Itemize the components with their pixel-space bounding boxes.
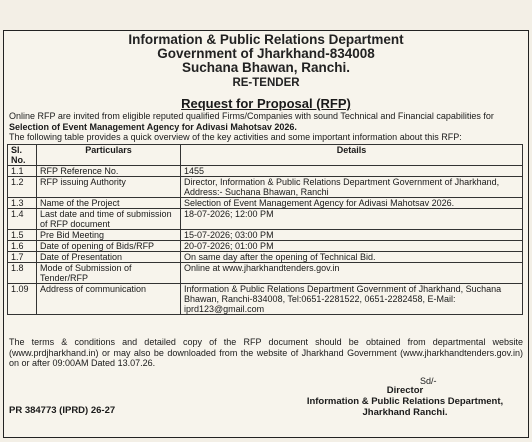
- row-sl: 1.3: [8, 198, 37, 209]
- table-header-row: [8, 145, 523, 166]
- row-particulars: Mode of Submission of Tender/RFP: [37, 263, 181, 284]
- table-row: [8, 252, 523, 263]
- table-row: [8, 241, 523, 252]
- table-row: [8, 284, 523, 315]
- row-details: 18-07-2026; 12:00 PM: [181, 209, 523, 230]
- row-details: Selection of Event Management Agency for Adivasi Mahotsav 2026.: [181, 198, 523, 209]
- rfp-title: Request for Proposal (RFP): [181, 96, 351, 111]
- row-sl: 1.2: [8, 177, 37, 198]
- intro-table-note: The following table provides a quick overview of the key activities and some important information about this RFP:: [9, 132, 462, 142]
- terms-paragraph: The terms & conditions and detailed copy of the RFP document should be obtained from departmental website (www.prdjharkhand.in) or may also be downloaded from the website of Jharkhand Government (www.jharkhandtenders.gov.in) on or after 09:00AM Dated 13.07.26.: [9, 337, 523, 368]
- project-name-bold: Selection of Event Management Agency for Adivasi Mahotsav 2026.: [9, 121, 297, 132]
- row-sl: 1.6: [8, 241, 37, 252]
- table-row: [8, 198, 523, 209]
- row-sl: 1.09: [8, 284, 37, 315]
- signatory-title: Director: [386, 385, 424, 396]
- row-particulars: Name of the Project: [37, 198, 181, 209]
- row-sl: 1.1: [8, 166, 37, 177]
- row-sl: 1.5: [8, 230, 37, 241]
- row-details: 20-07-2026; 01:00 PM: [181, 241, 523, 252]
- row-sl: 1.7: [8, 252, 37, 263]
- table-row: [8, 230, 523, 241]
- row-details: Director, Information & Public Relations Department Government of Jharkhand, Address:- Suchana Bhawan, Ranchi: [181, 177, 523, 198]
- row-particulars: Pre Bid Meeting: [37, 230, 181, 241]
- row-details: Information & Public Relations Department Government of Jharkhand, Suchana Bhawan, Ranchi-834008, Tel:0651-2281522, 0651-2282458, E-Mail: iprd123@gmail.com: [181, 284, 523, 315]
- table-row: [8, 166, 523, 177]
- row-particulars: RFP issuing Authority: [37, 177, 181, 198]
- row-particulars: Date of opening of Bids/RFP: [37, 241, 181, 252]
- address-line: Suchana Bhawan, Ranchi.: [181, 60, 351, 75]
- row-details: 15-07-2026; 03:00 PM: [181, 230, 523, 241]
- row-details: 1455: [181, 166, 523, 177]
- pr-number: PR 384773 (IPRD) 26-27: [9, 405, 116, 416]
- intro-paragraph: [9, 111, 523, 143]
- top-margin: [0, 0, 532, 30]
- re-tender-label: RE-TENDER: [232, 77, 300, 89]
- table-row: [8, 209, 523, 230]
- row-sl: 1.8: [8, 263, 37, 284]
- table-row: [8, 263, 523, 284]
- header-particulars: Particulars: [37, 145, 181, 166]
- row-details: On same day after the opening of Technical Bid.: [181, 252, 523, 263]
- signatory-department: Information & Public Relations Department,: [306, 396, 504, 407]
- row-particulars: Address of communication: [37, 284, 181, 315]
- table-row: [8, 177, 523, 198]
- row-sl: 1.4: [8, 209, 37, 230]
- department-header: [3, 32, 529, 90]
- row-details: Online at www.jharkhandtenders.gov.in: [181, 263, 523, 284]
- row-particulars: Date of Presentation: [37, 252, 181, 263]
- signature-sd: Sd/-: [420, 376, 437, 386]
- signature-block: [290, 385, 520, 418]
- signatory-location: Jharkhand Ranchi.: [362, 407, 448, 418]
- header-sl-no: Sl. No.: [8, 145, 37, 166]
- intro-text: Online RFP are invited from eligible reputed qualified Firms/Companies with sound Technical and Financial capabilities for: [9, 111, 494, 121]
- government-line: Government of Jharkhand-834008: [157, 46, 375, 61]
- rfp-table: [7, 144, 523, 315]
- department-name: Information & Public Relations Department: [128, 32, 404, 47]
- row-particulars: Last date and time of submission of RFP document: [37, 209, 181, 230]
- header-details: Details: [181, 145, 523, 166]
- row-particulars: RFP Reference No.: [37, 166, 181, 177]
